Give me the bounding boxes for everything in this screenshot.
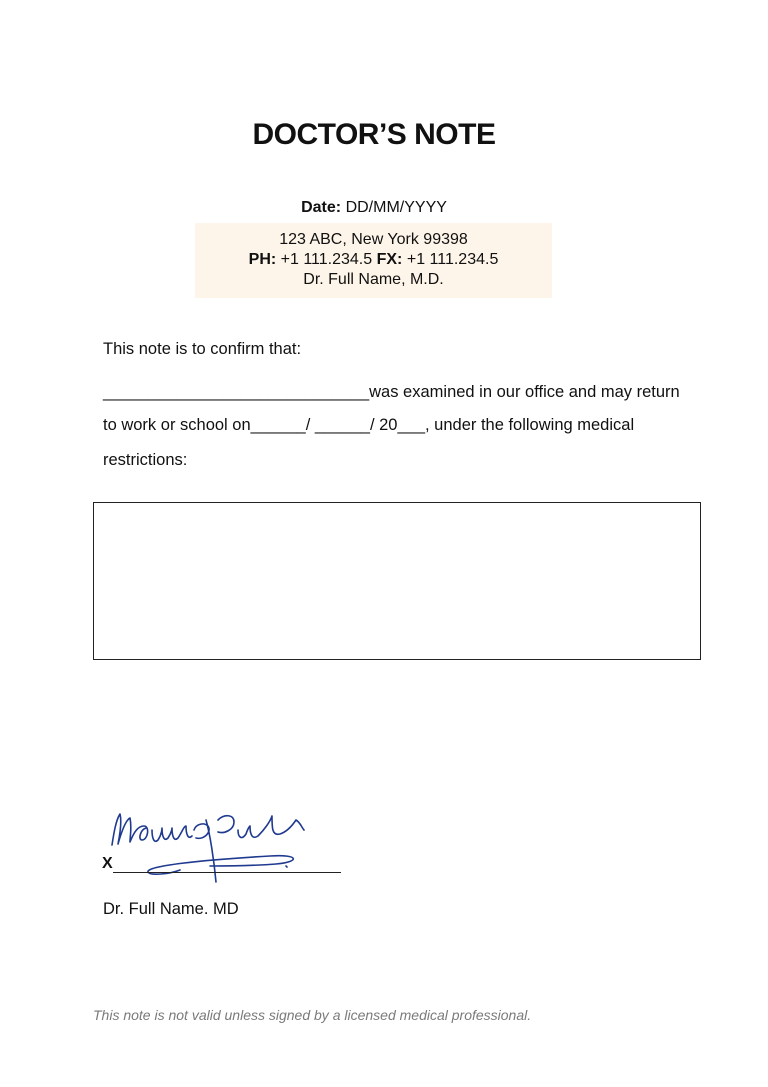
restrictions-box[interactable]: [93, 502, 701, 660]
doctor-name: Dr. Full Name, M.D.: [303, 271, 444, 288]
date-value: DD/MM/YYYY: [345, 199, 447, 216]
clinic-info-box: [195, 223, 552, 298]
fax-value: +1 111.234.5: [406, 251, 499, 268]
patient-line: [103, 383, 680, 402]
signature-line[interactable]: [113, 872, 341, 873]
patient-name-blank[interactable]: _____________________________: [103, 383, 370, 401]
fax-label: FX:: [376, 251, 403, 268]
return-date-line: to work or school on______/ ______/ 20___, under the following medical: [103, 416, 635, 434]
date-label: Date:: [301, 199, 342, 216]
clinic-address: 123 ABC, New York 99398: [279, 231, 468, 248]
document-title: DOCTOR’S NOTE: [252, 118, 496, 151]
signature-image: [100, 800, 320, 890]
phone-label: PH:: [248, 251, 277, 268]
signature-x-mark: X: [102, 855, 113, 872]
validity-disclaimer: This note is not valid unless signed by a licensed medical professional.: [93, 1007, 532, 1023]
signer-name: Dr. Full Name. MD: [103, 900, 239, 918]
restrictions-label: restrictions:: [103, 451, 188, 469]
contact-line: [195, 250, 552, 270]
date-line: [0, 199, 748, 217]
intro-text: This note is to confirm that:: [103, 340, 302, 358]
examined-text: was examined in our office and may return: [369, 383, 680, 401]
phone-value: +1 111.234.5: [280, 251, 373, 268]
